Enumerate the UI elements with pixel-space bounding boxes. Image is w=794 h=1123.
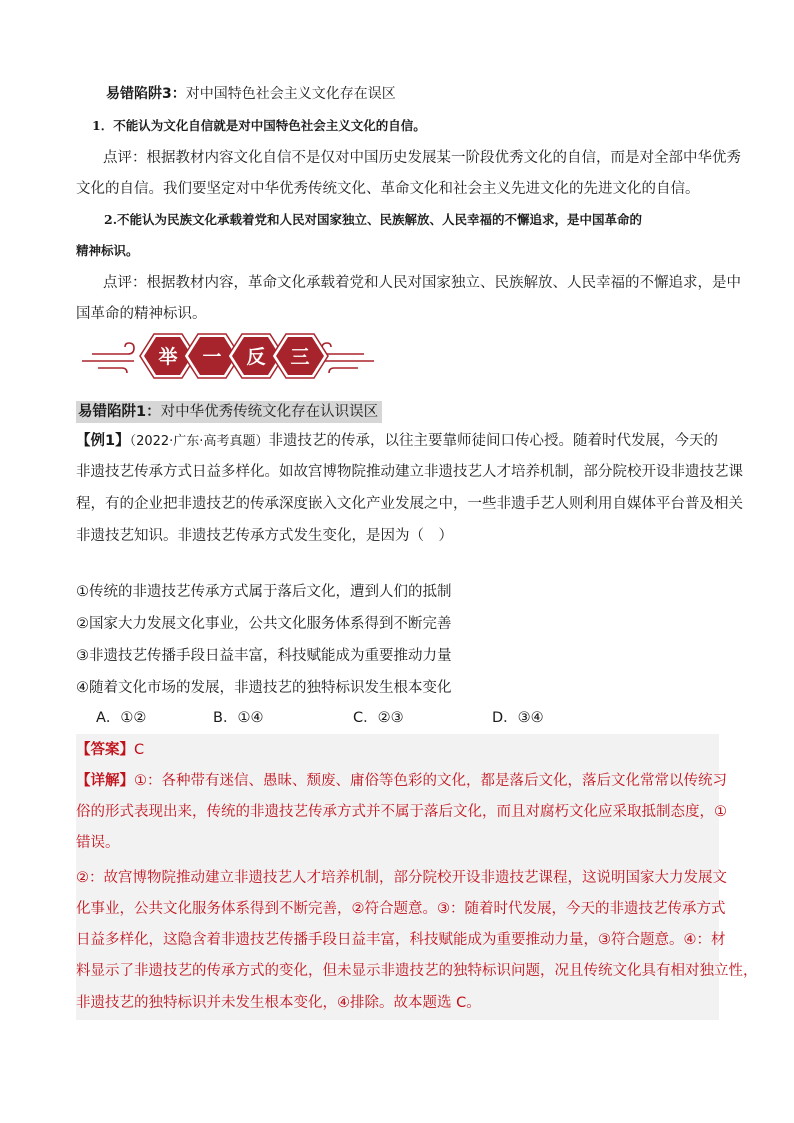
answer-value: C [134,742,145,758]
option-a: A．①② [96,710,147,726]
trap3-item2-line2: 精神标识。 [76,243,139,258]
trap1-heading [76,401,382,423]
trap3-comment1-line2: 文化的自信。我们要坚定对中华优秀传统文化、革命文化和社会主义先进文化的先进文化的自信。 [76,181,700,197]
trap3-title: 对中国特色社会主义文化存在误区 [185,86,396,102]
trap1-label: 易错陷阱1： [78,404,161,420]
trap3-item2-line1: 2.不能认为民族文化承载着党和人民对国家独立、民族解放、人民幸福的不懈追求，是中国革命的 [104,212,643,227]
trap3-item1: 1．不能认为文化自信就是对中国特色社会主义文化的自信。 [92,118,426,133]
answer-label: 【答案】 [76,742,134,758]
section-banner [78,330,378,382]
example-line4: 非遗技艺知识。非遗技艺传承方式发生变化，是因为（ ） [76,528,453,544]
detail-line2: 俗的形式表现出来，传统的非遗技艺传承方式并不属于落后文化，而且对腐朽文化应采取抵制态度，① [76,804,727,820]
answer-explanation-box [76,734,758,1020]
detail-line7: 料显示了非遗技艺的传承方式的变化，但未显示非遗技艺的独特标识问题，况且传统文化具有相对独立性， [76,963,758,979]
option-b: B．①④ [213,710,264,726]
detail-line5: 化事业，公共文化服务体系得到不断完善，②符合题意。③：随着时代发展，今天的非遗技艺传承方式 [76,901,726,917]
answer-line [76,740,144,760]
trap1-title: 对中华优秀传统文化存在认识误区 [160,404,379,420]
option-d: D．③④ [492,710,544,726]
example-line1-text: 非遗技艺的传承，以往主要靠师徒间口传心授。随着时代发展，今天的 [268,433,718,449]
option-c: C．②③ [353,710,404,726]
statement-1: ①传统的非遗技艺传承方式属于落后文化，遭到人们的抵制 [76,584,452,600]
statement-3: ③非遗技艺传播手段日益丰富，科技赋能成为重要推动力量 [76,648,452,664]
banner-char-4: 三 [290,346,310,368]
trap3-heading [106,84,396,104]
example-source: （2022·广东·高考真题） [129,434,269,449]
trap3-comment2-line2: 国革命的精神标识。 [76,306,207,322]
detail-line6: 日益多样化，这隐含着非遗技艺传播手段日益丰富，科技赋能成为重要推动力量，③符合题意。④：材 [76,932,726,948]
detail-label: 【详解】 [76,773,134,789]
detail-line4: ②：故宫博物院推动建立非遗技艺人才培养机制，部分院校开设非遗技艺课程，这说明国家大力发展文 [76,870,727,886]
example-tag: 【例1】 [76,433,130,449]
detail-line1: 【详解】①：各种带有迷信、愚昧、颓废、庸俗等色彩的文化，都是落后文化，落后文化常常以传统习 [76,773,727,789]
statement-2: ②国家大力发展文化事业，公共文化服务体系得到不断完善 [76,616,452,632]
banner-char-3: 反 [246,346,266,368]
example-line1 [76,431,718,452]
statement-4: ④随着文化市场的发展，非遗技艺的独特标识发生根本变化 [76,680,452,696]
detail-line8: 非遗技艺的独特标识并未发生根本变化，④排除。故本题选 C。 [76,995,481,1011]
example-line2: 非遗技艺传承方式日益多样化。如故宫博物院推动建立非遗技艺人才培养机制，部分院校开设非遗技艺课 [76,464,743,480]
trap3-label: 易错陷阱3： [106,86,186,102]
detail-line3: 错误。 [76,835,120,851]
left-ornament [82,343,134,373]
banner-char-1: 举 [158,346,178,368]
trap3-comment2-line1: 点评：根据教材内容，革命文化承载着党和人民对国家独立、民族解放、人民幸福的不懈追求，是中 [103,275,741,291]
right-ornament [322,343,374,373]
banner-char-2: 一 [202,346,222,368]
example-line3: 程，有的企业把非遗技艺的传承深度嵌入文化产业发展之中，一些非遗手艺人则利用自媒体平台普及相关 [76,496,743,512]
trap3-comment1-line1: 点评：根据教材内容文化自信不是仅对中国历史发展某一阶段优秀文化的自信，而是对全部中华优秀 [103,150,741,166]
